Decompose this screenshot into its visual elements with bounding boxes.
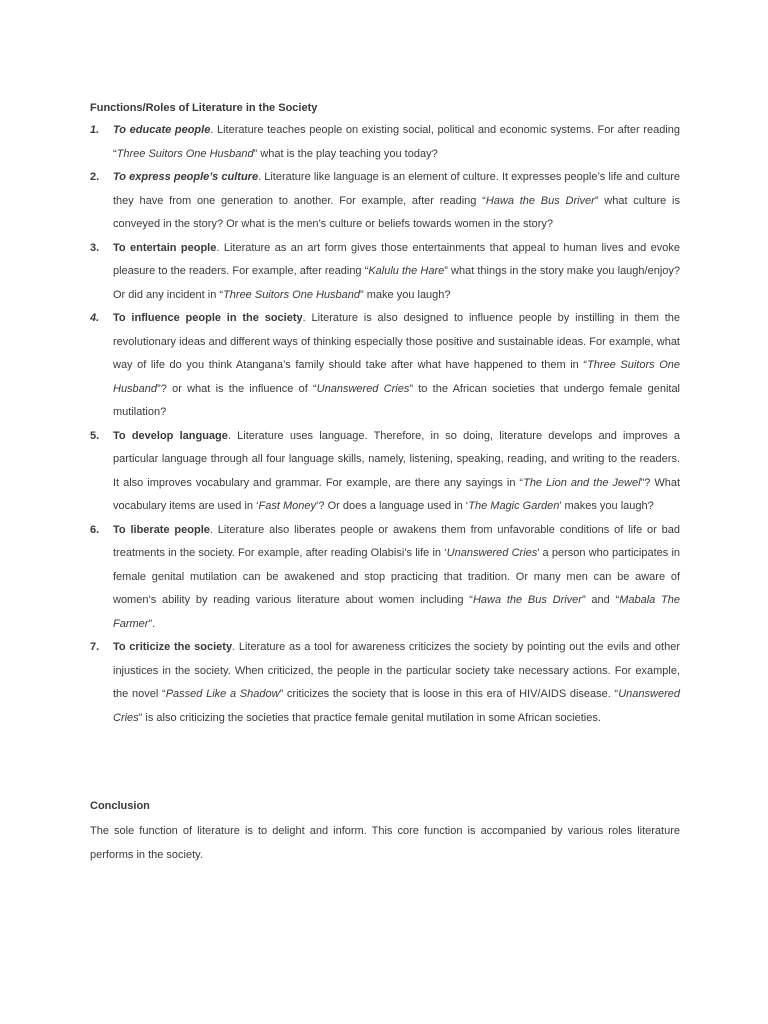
list-item-6 <box>90 519 680 637</box>
item-text: ” and “ <box>581 594 620 606</box>
document-title: Functions/Roles of Literature in the Society <box>90 102 318 114</box>
item-lead: To express people’s culture <box>113 171 259 183</box>
work-title: Passed Like a Shadow <box>165 688 280 700</box>
item-text: ” is also criticizing the societies that practice female genital mutilation in some African societies. <box>138 711 601 724</box>
work-title: Kalulu the Hare <box>368 265 445 277</box>
list-item-4 <box>90 307 680 425</box>
list-item-7 <box>90 636 680 730</box>
item-text: . Literature as a tool for awareness criticizes the society by pointing out the evils and other injustices in the society. When criticized, the people in the particular society take necessary actions. For example, the novel “ <box>113 641 680 700</box>
item-lead: To entertain people <box>113 241 217 254</box>
work-title: Hawa the Bus Driver <box>472 594 582 606</box>
item-lead: To develop language <box>113 429 228 442</box>
list-item-5 <box>90 425 680 519</box>
item-text: . Literature is also designed to influence people by instilling in them the revolutionary ideas and different ways of thinking especially those positive and sustainable ideas. For example, what way of life do you think Atangana’s family should take after what have happened to them in “ <box>113 312 681 371</box>
work-title: Unanswered Cries <box>113 688 680 724</box>
item-text: ” what things in the story make you laugh/enjoy? Or did any incident in “ <box>113 265 681 301</box>
work-title: Fast Money <box>258 500 316 512</box>
work-title: Hawa the Bus Driver <box>485 194 595 207</box>
item-text: . Literature uses language. Therefore, in so doing, literature develops and improves a particular language through all four language skills, namely, listening, speaking, reading, and writing to the readers. It also improves vocabulary and grammar. For example, are there any sayings in “ <box>113 429 680 489</box>
item-number: 6. <box>90 523 100 536</box>
item-lead: To liberate people <box>113 523 210 536</box>
item-number: 5. <box>90 429 100 442</box>
list-item-1 <box>90 119 680 166</box>
item-text: ” make you laugh? <box>360 288 451 301</box>
item-text: . Literature like language is an element of culture. It expresses people’s life and culture they have from one generation to another. For example, after reading “ <box>113 171 680 207</box>
work-title: Three Suitors One Husband <box>223 288 361 301</box>
item-text: . Literature as an art form gives those entertainments that appeal to human lives and evoke pleasure to the readers. For example, after reading “ <box>113 241 681 277</box>
item-lead: To criticize the society <box>113 641 233 653</box>
item-text: ’? Or does a language used in ‘ <box>315 500 469 512</box>
work-title: The Lion and the Jewel <box>523 476 641 489</box>
item-text: ’ makes you laugh? <box>559 500 654 512</box>
list-item-2 <box>90 166 680 237</box>
work-title: Mabala The Farmer <box>113 594 681 630</box>
item-text: ” to the African societies that undergo female genital mutilation? <box>113 382 681 418</box>
item-number: 4. <box>90 312 100 324</box>
item-text: ” criticizes the society that is loose in this era of HIV/AIDS disease. “ <box>279 688 619 700</box>
item-number: 7. <box>90 641 100 653</box>
item-text: . Literature also liberates people or awakens them from unfavorable conditions of life or bad treatments in the society. For example, after reading Olabisi’s life in ‘ <box>113 523 681 559</box>
item-number: 1. <box>90 124 100 136</box>
work-title: Unanswered Cries <box>446 547 538 559</box>
item-lead: To educate people <box>113 124 211 136</box>
work-title: The Magic Garden <box>468 500 560 512</box>
item-text: ”? What vocabulary items are used in ‘ <box>113 476 681 512</box>
item-text: . Literature teaches people on existing social, political and economic systems. For after reading “ <box>113 124 680 160</box>
roles-list <box>90 119 680 730</box>
work-title: Three Suitors One Husband <box>116 147 254 160</box>
item-text: ’ a person who participates in female genital mutilation can be awakened and stop practicing that tradition. Or many men can be aware of women’s ability by reading various literature about women including “ <box>113 547 681 606</box>
work-title: Three Suitors One Husband <box>113 359 680 395</box>
item-number: 2. <box>90 171 100 183</box>
item-text: ” what culture is conveyed in the story? Or what is the men’s culture or beliefs towards women in the story? <box>113 194 680 230</box>
item-text: ”? or what is the influence of “ <box>157 382 317 395</box>
item-lead: To influence people in the society <box>113 312 303 324</box>
item-text: ” what is the play teaching you today? <box>253 147 438 160</box>
work-title: Unanswered Cries <box>316 382 410 395</box>
list-item-3 <box>90 237 680 308</box>
item-number: 3. <box>90 241 100 254</box>
conclusion-text: The sole function of literature is to delight and inform. This core function is accompanied by various roles literature performs in the society. <box>90 825 680 861</box>
conclusion-heading: Conclusion <box>90 800 150 812</box>
item-text: ”. <box>148 617 156 630</box>
